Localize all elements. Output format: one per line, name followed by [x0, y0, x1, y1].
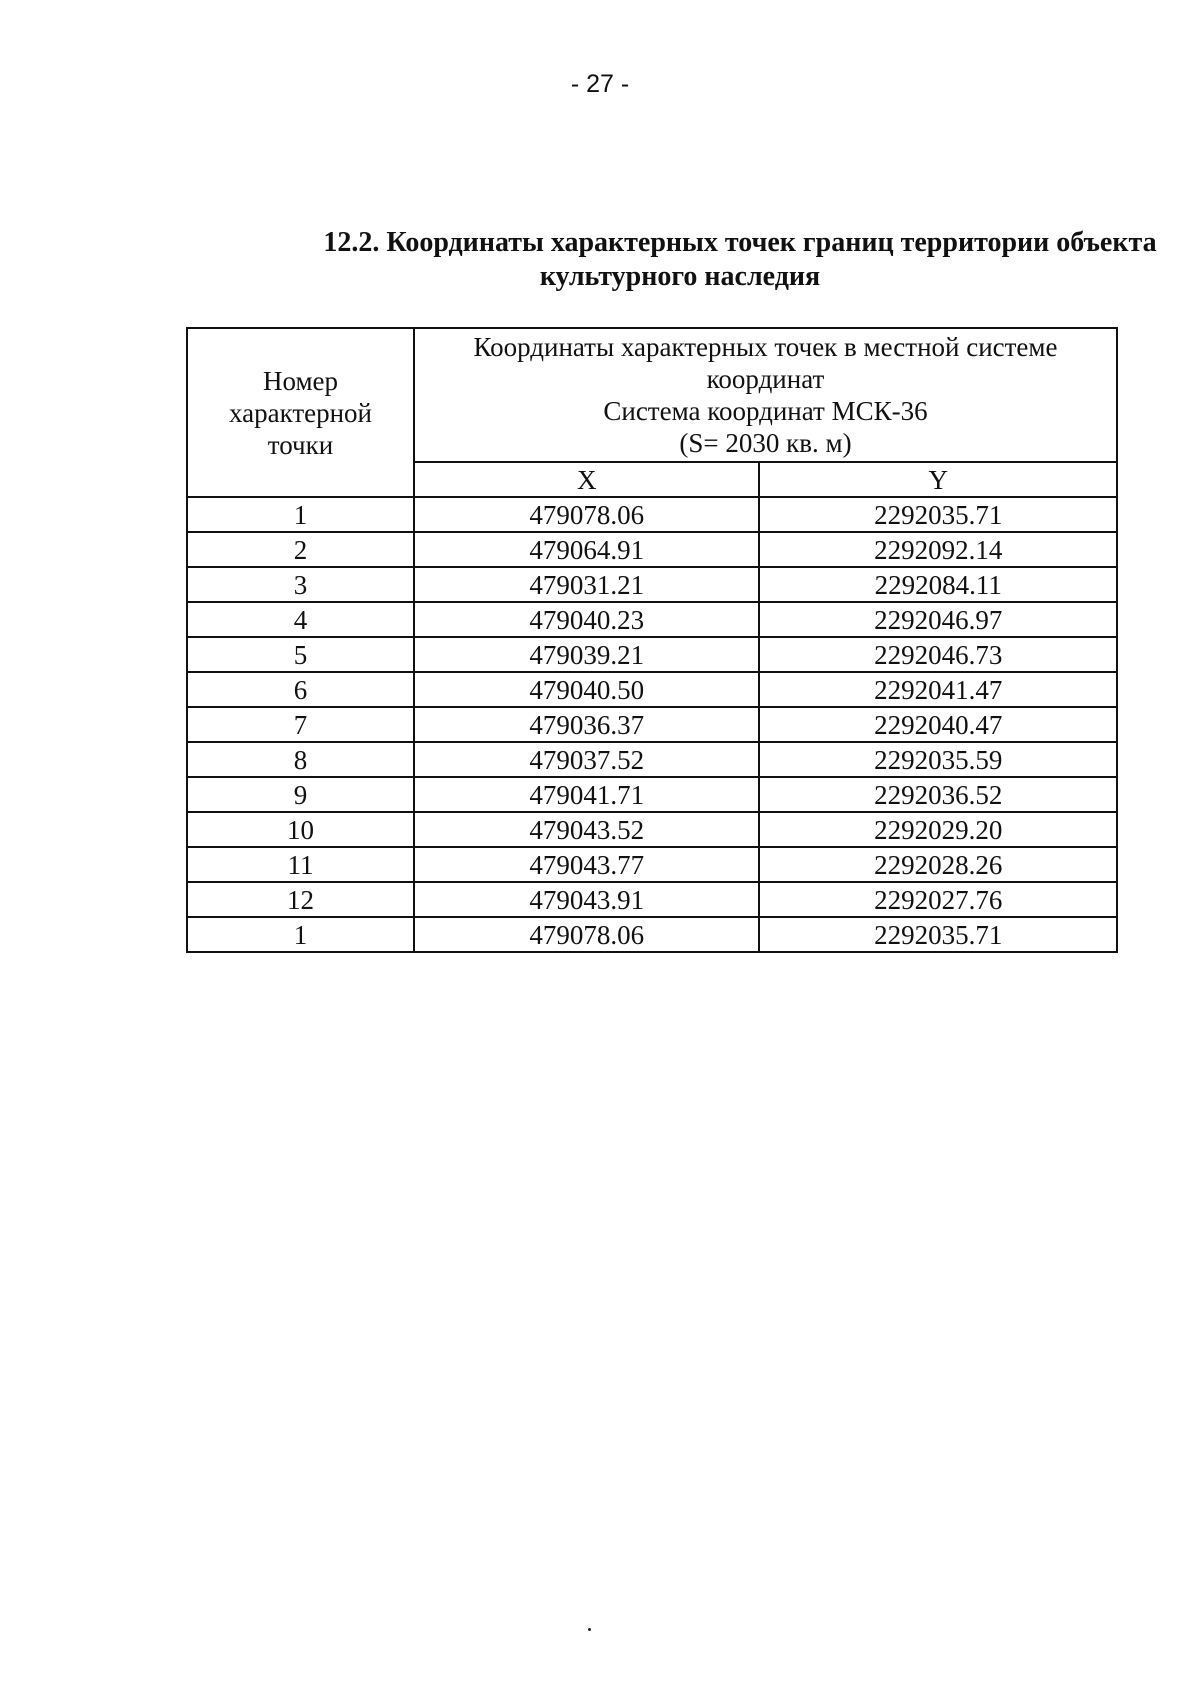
cell-y: 2292084.11 [759, 567, 1117, 602]
header-y: Y [759, 462, 1117, 497]
scan-speck [588, 1628, 591, 1631]
cell-y: 2292041.47 [759, 672, 1117, 707]
cell-point-number: 12 [187, 882, 414, 917]
cell-point-number: 8 [187, 742, 414, 777]
cell-point-number: 5 [187, 637, 414, 672]
table-row [187, 882, 1117, 917]
cell-point-number: 10 [187, 812, 414, 847]
header-coordinates-line: Координаты характерных точек в местной системе [473, 332, 1058, 362]
table-row [187, 637, 1117, 672]
header-coordinates-line: Система координат МСК-36 [603, 396, 928, 426]
cell-point-number: 9 [187, 777, 414, 812]
cell-x: 479031.21 [414, 567, 759, 602]
cell-y: 2292046.73 [759, 637, 1117, 672]
cell-point-number: 11 [187, 847, 414, 882]
table-row [187, 532, 1117, 567]
cell-y: 2292035.71 [759, 497, 1117, 532]
header-point-number-line: Номер [262, 365, 339, 396]
table-row [187, 707, 1117, 742]
cell-y: 2292092.14 [759, 532, 1117, 567]
cell-x: 479064.91 [414, 532, 759, 567]
section-title-line-2: культурного наследия [539, 261, 821, 292]
header-coordinates-line: (S= 2030 кв. м) [679, 428, 852, 458]
cell-x: 479036.37 [414, 707, 759, 742]
cell-x: 479043.91 [414, 882, 759, 917]
coordinates-table [186, 327, 1118, 953]
table-row [187, 602, 1117, 637]
cell-x: 479039.21 [414, 637, 759, 672]
table-row [187, 742, 1117, 777]
header-point-number-line: точки [267, 429, 334, 460]
cell-x: 479043.52 [414, 812, 759, 847]
section-title [180, 226, 1180, 294]
header-coordinates-line: координат [706, 364, 825, 394]
cell-y: 2292028.26 [759, 847, 1117, 882]
cell-x: 479078.06 [414, 917, 759, 952]
header-x: X [414, 462, 759, 497]
table-row [187, 847, 1117, 882]
cell-y: 2292027.76 [759, 882, 1117, 917]
cell-y: 2292040.47 [759, 707, 1117, 742]
cell-y: 2292036.52 [759, 777, 1117, 812]
cell-point-number: 4 [187, 602, 414, 637]
cell-point-number: 1 [187, 497, 414, 532]
cell-y: 2292029.20 [759, 812, 1117, 847]
cell-point-number: 2 [187, 532, 414, 567]
table-row [187, 777, 1117, 812]
cell-point-number: 6 [187, 672, 414, 707]
cell-point-number: 7 [187, 707, 414, 742]
header-point-number-line: характерной [228, 397, 373, 428]
cell-x: 479037.52 [414, 742, 759, 777]
page-number: - 27 - [570, 70, 630, 98]
table-row [187, 917, 1117, 952]
cell-x: 479040.50 [414, 672, 759, 707]
cell-x: 479043.77 [414, 847, 759, 882]
cell-y: 2292046.97 [759, 602, 1117, 637]
table-row [187, 672, 1117, 707]
cell-x: 479041.71 [414, 777, 759, 812]
table-header-row [187, 328, 1117, 462]
cell-point-number: 3 [187, 567, 414, 602]
table-row [187, 567, 1117, 602]
section-title-line-1: 12.2. Координаты характерных точек границ территории объекта [323, 227, 1157, 258]
cell-y: 2292035.59 [759, 742, 1117, 777]
header-coordinates [414, 328, 1117, 462]
cell-y: 2292035.71 [759, 917, 1117, 952]
cell-x: 479078.06 [414, 497, 759, 532]
cell-point-number: 1 [187, 917, 414, 952]
header-point-number [187, 328, 414, 497]
table-row [187, 497, 1117, 532]
table-row [187, 812, 1117, 847]
cell-x: 479040.23 [414, 602, 759, 637]
